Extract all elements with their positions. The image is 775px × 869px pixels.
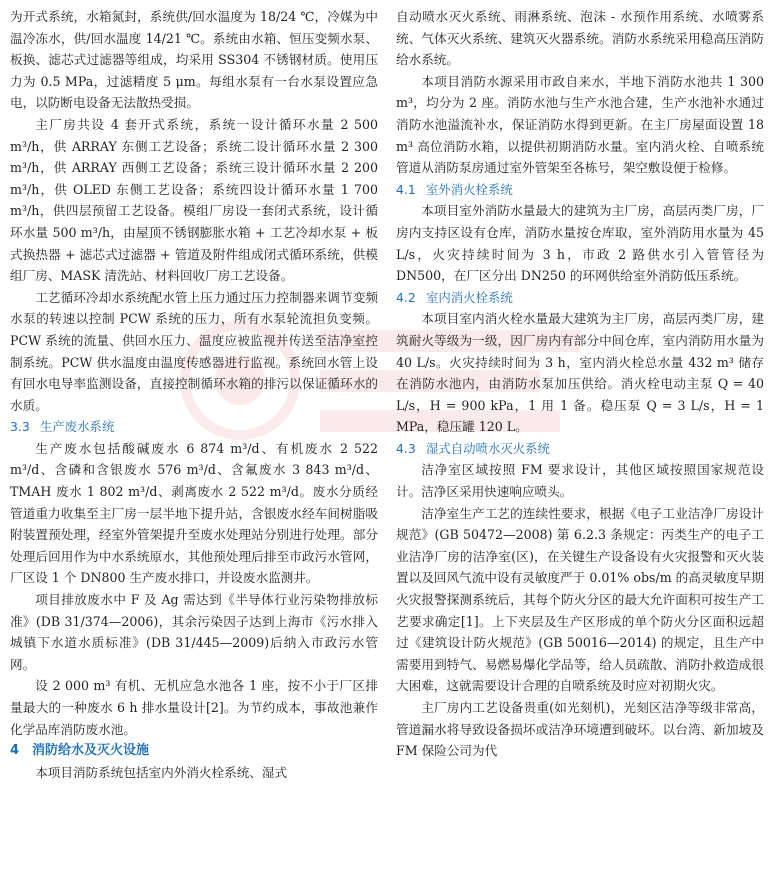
paragraph: 洁净室生产工艺的连续性要求，根据《电子工业洁净厂房设计规范》(GB 50472—2008) 第 6.2.3 条规定：丙类生产的电子工业洁净厂房的洁净室(区)，在关键生产设备设有火灾报警和灭火装置以及回风气流中设有灵敏度严于 0.01% obs/m 的高灵敏度早期火灾报警探测系统后，其每个防火分区的最大允许面积可按生产工艺要求确定[1]。上下夹层及生产区形成的单个防火分区面积远超过《建筑设计防火规范》(GB 50016—2014) 的规定，且生产中需要用到特气、易燃易爆化学品等，给人员疏散、消防扑救造成很大困难，这就需要设计合理的自喷系统及时应对初期火灾。: [396, 505, 764, 694]
paragraph: 本项目消防水源采用市政自来水，半地下消防水池共 1 300 m³，均分为 2 座。消防水池与生产水池合建，生产水池补水通过消防水池溢流补水，保证消防水得到更新。在主厂房屋面设置 18 m³ 高位消防水箱，以提供初期消防水量。室内消火栓、自喷系统管道从消防泵房通过室外管架至各栋号，架空敷设便于检修。: [396, 73, 764, 176]
section-heading-4-3: [396, 438, 764, 460]
section-title: 生产废水系统: [40, 419, 115, 435]
section-title: 消防给水及灭火设施: [32, 743, 150, 759]
paragraph: 工艺循环冷却水系统配水管上压力通过压力控制器来调节变频水泵的转速以控制 PCW 系统的压力，所有水泵轮流担负变频。PCW 系统的流量、供回水压力、温度应被监视并传送至洁净室控制系统。PCW 供水温度由温度传感器进行监视。系统回水管上设有回水电导率监测设备，直接控制循环水箱的排污以保证循环水的水质。: [10, 289, 378, 413]
section-heading-4-2: [396, 287, 764, 309]
section-title: 湿式自动喷水灭火系统: [426, 440, 550, 456]
paragraph: 为开式系统，水箱氮封，系统供/回水温度为 18/24 ℃，冷媒为中温冷冻水，供/回水温度 14/21 ℃。系统由水箱、恒压变频水泵、板换、滤芯式过滤器等组成，均采用 SS304 不锈钢材质。使用压力为 0.5 MPa，过滤精度 5 μm。每组水泵有一台水泵设置应急电，以防断电设备无法散热受损。: [10, 9, 378, 111]
paragraph: 主厂房内工艺设备贵重(如光刻机)，光刻区洁净等级非常高，管道漏水将导致设备损坏或洁净环境遭到破坏。以台湾、新加坡及 FM 保险公司为代: [396, 700, 764, 759]
section-number: 4: [10, 743, 20, 759]
paragraph: 洁净室区域按照 FM 要求设计，其他区域按照国家规范设计。洁净区采用快速响应喷头。: [396, 462, 764, 500]
section-title: 室内消火栓系统: [426, 289, 513, 305]
left-column: [10, 6, 378, 783]
section-heading-4-1: [396, 179, 764, 201]
paragraph: 本项目室外消防水量最大的建筑为主厂房，高层丙类厂房，厂房内支持区设有仓库，消防水量按仓库取，室外消防用水量为 45 L/s，火灾持续时间为 3 h，市政 2 路供水引入管管径为 DN500，在厂区分出 DN250 的环网供给室外消防低压系统。: [396, 203, 764, 284]
paragraph: 主厂房共设 4 套开式系统，系统一设计循环水量 2 500 m³/h，供 ARRAY 东侧工艺设备；系统二设计循环水量 2 300 m³/h，供 ARRAY 西侧工艺设备；系统三设计循环水量 2 200 m³/h，供 OLED 东侧工艺设备；系统四设计循环水量 1 700 m³/h，供四层预留工艺设备。模组厂房设一套闭式系统，设计循环水量 500 m³/h，由屋顶不锈钢膨胀水箱 + 工艺冷却水泵 + 板式换热器 + 滤芯式过滤器 + 管道及附件组成闭式循环系统，供模组厂房、MASK 清洗站、材料回收厂房工艺设备。: [10, 116, 378, 284]
section-number: 4.2: [396, 289, 416, 305]
paragraph: 本项目室内消火栓水量最大建筑为主厂房，高层丙类厂房，建筑耐火等级为一级，因厂房内有部分中间仓库，室内消防用水量为 40 L/s。火灾持续时间为 3 h，室内消火栓总水量 432 m³ 储存在消防水池内，由消防水泵加压供给。消火栓电动主泵 Q = 40 L/s，H = 900 kPa，1 用 1 备。稳压泵 Q = 3 L/s，H = 1 MPa，稳压罐 120 L。: [396, 311, 764, 435]
paragraph: 自动喷水灭火系统、雨淋系统、泡沫 - 水预作用系统、水喷雾系统、气体灭火系统、建筑灭火器系统。消防水系统采用稳高压消防给水系统。: [396, 9, 764, 68]
paragraph: 本项目消防系统包括室内外消火栓系统、湿式: [35, 764, 288, 780]
paragraph: 设 2 000 m³ 有机、无机应急水池各 1 座，按不小于厂区排量最大的一种废水 6 h 排水量设计[2]。为节约成本，事故池兼作化学品库消防废水池。: [10, 678, 378, 737]
section-number: 3.3: [10, 419, 30, 435]
section-heading-3-3: [10, 416, 378, 438]
section-number: 4.1: [396, 181, 416, 197]
paragraph: 生产废水包括酸碱废水 6 874 m³/d、有机废水 2 522 m³/d、含磷和含银废水 576 m³/d、含氟废水 3 843 m³/d、TMAH 废水 1 802 m³/d、剥离废水 2 522 m³/d。废水分质经管道重力收集至主厂房一层半地下提升站，含银废水经车间树脂吸附装置预处理，经室外管架提升至废水处理站分别进行处理。部分处理后回用作为中水系统原水，其他预处理后排至市政污水管网，厂区设 1 个 DN800 生产废水排口，并设废水监测井。: [10, 440, 378, 586]
section-heading-4: [10, 740, 378, 762]
paragraph: 项目排放废水中 F 及 Ag 需达到《半导体行业污染物排放标准》(DB 31/374—2006)，其余污染因子达到上海市《污水排入城镇下水道水质标准》(DB 31/445—2009)后纳入市政污水管网。: [10, 592, 378, 672]
section-number: 4.3: [396, 440, 416, 456]
right-column: [396, 6, 764, 762]
section-title: 室外消火栓系统: [426, 181, 513, 197]
